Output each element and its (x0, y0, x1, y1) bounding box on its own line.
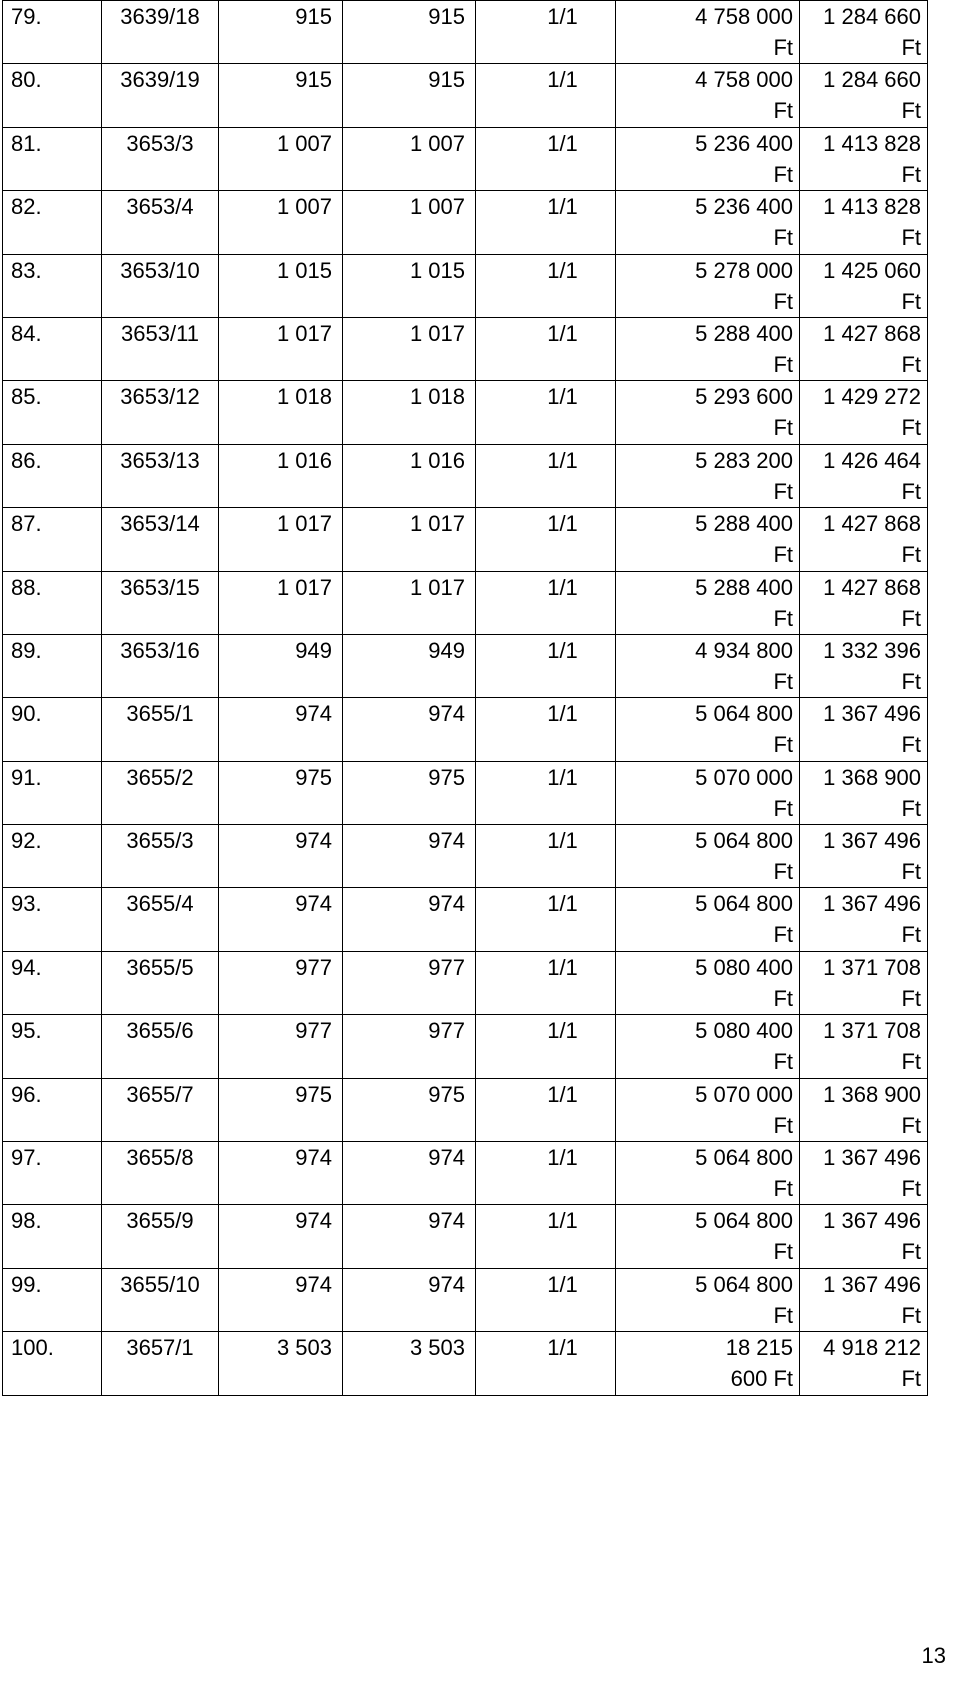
parcel-id-cell: 3653/11 (102, 317, 219, 380)
currency-text: Ft (773, 351, 793, 377)
value-cell (616, 1078, 800, 1141)
share-cell: 1/1 (476, 508, 616, 571)
share-cell: 1/1 (476, 317, 616, 380)
area-cell: 974 (219, 1142, 343, 1205)
amount-text: 5 236 400 (695, 130, 793, 156)
row-number-cell: 86. (3, 444, 102, 507)
parcel-id-cell: 3653/3 (102, 127, 219, 190)
amount-text: 1 427 868 (823, 511, 921, 537)
table-row (3, 508, 928, 571)
row-number-cell: 81. (3, 127, 102, 190)
value-cell (616, 951, 800, 1014)
amount-text: 5 080 400 (695, 954, 793, 980)
parcel-table-body (3, 1, 928, 1396)
share-cell: 1/1 (476, 64, 616, 127)
value-cell (616, 1142, 800, 1205)
amount-text: 1 368 900 (823, 764, 921, 790)
currency-text: Ft (773, 1176, 793, 1202)
currency-text: Ft (773, 795, 793, 821)
value-share-cell (800, 825, 928, 888)
area-cell: 1 015 (343, 254, 476, 317)
value-cell (616, 761, 800, 824)
table-row (3, 1, 928, 64)
currency-text: Ft (773, 35, 793, 60)
table-row (3, 64, 928, 127)
row-number-cell: 87. (3, 508, 102, 571)
table-row (3, 254, 928, 317)
share-cell: 1/1 (476, 698, 616, 761)
table-row (3, 1142, 928, 1205)
area-cell: 974 (219, 1205, 343, 1268)
amount-text: 1 371 708 (823, 1018, 921, 1044)
value-cell (616, 127, 800, 190)
currency-text: Ft (773, 1302, 793, 1328)
table-row (3, 761, 928, 824)
area-cell: 975 (219, 1078, 343, 1141)
currency-text: Ft (901, 668, 921, 694)
value-share-cell (800, 1205, 928, 1268)
area-cell: 1 017 (343, 571, 476, 634)
currency-text: Ft (773, 161, 793, 187)
table-row (3, 1205, 928, 1268)
area-cell: 1 017 (219, 571, 343, 634)
amount-text: 4 934 800 (695, 637, 793, 663)
value-share-cell (800, 444, 928, 507)
row-number-cell: 92. (3, 825, 102, 888)
area-cell: 3 503 (343, 1332, 476, 1395)
table-row (3, 825, 928, 888)
value-cell (616, 571, 800, 634)
share-cell: 1/1 (476, 825, 616, 888)
area-cell: 1 017 (219, 317, 343, 380)
share-cell: 1/1 (476, 761, 616, 824)
parcel-id-cell: 3653/16 (102, 634, 219, 697)
value-share-cell (800, 1078, 928, 1141)
table-row (3, 698, 928, 761)
currency-text: Ft (901, 985, 921, 1011)
currency-text: Ft (901, 35, 921, 60)
parcel-id-cell: 3655/5 (102, 951, 219, 1014)
row-number-cell: 85. (3, 381, 102, 444)
amount-text: 1 425 060 (823, 257, 921, 283)
table-row (3, 317, 928, 380)
row-number-cell: 90. (3, 698, 102, 761)
currency-text: Ft (773, 1049, 793, 1075)
area-cell: 974 (343, 1205, 476, 1268)
parcel-id-cell: 3653/15 (102, 571, 219, 634)
value-cell (616, 1015, 800, 1078)
amount-text: 1 367 496 (823, 701, 921, 727)
parcel-id-cell: 3653/10 (102, 254, 219, 317)
currency-text: Ft (773, 1112, 793, 1138)
amount-text: 5 293 600 (695, 384, 793, 410)
amount-text: 5 064 800 (695, 701, 793, 727)
amount-text: 1 367 496 (823, 891, 921, 917)
currency-text: Ft (901, 1112, 921, 1138)
area-cell: 915 (343, 1, 476, 64)
row-number-cell: 83. (3, 254, 102, 317)
currency-text: Ft (901, 542, 921, 568)
amount-text: 4 758 000 (695, 4, 793, 29)
table-row (3, 1015, 928, 1078)
value-share-cell (800, 1332, 928, 1395)
area-cell: 915 (219, 1, 343, 64)
share-cell: 1/1 (476, 254, 616, 317)
amount-text: 1 413 828 (823, 130, 921, 156)
share-cell: 1/1 (476, 381, 616, 444)
value-share-cell (800, 254, 928, 317)
amount-text: 1 367 496 (823, 1145, 921, 1171)
area-cell: 949 (219, 634, 343, 697)
value-cell (616, 508, 800, 571)
currency-text: Ft (773, 288, 793, 314)
amount-text: 1 284 660 (823, 67, 921, 93)
amount-text: 1 427 868 (823, 320, 921, 346)
area-cell: 949 (343, 634, 476, 697)
currency-text: Ft (773, 542, 793, 568)
parcel-id-cell: 3657/1 (102, 1332, 219, 1395)
value-cell (616, 888, 800, 951)
amount-text: 5 278 000 (695, 257, 793, 283)
share-cell: 1/1 (476, 1078, 616, 1141)
table-row (3, 444, 928, 507)
parcel-id-cell: 3653/12 (102, 381, 219, 444)
table-row (3, 191, 928, 254)
parcel-id-cell: 3655/1 (102, 698, 219, 761)
amount-text: 1 284 660 (823, 4, 921, 29)
amount-text: 5 288 400 (695, 511, 793, 537)
amount-text: 5 064 800 (695, 891, 793, 917)
parcel-table (2, 0, 928, 1396)
area-cell: 1 018 (219, 381, 343, 444)
value-cell (616, 444, 800, 507)
parcel-id-cell: 3655/6 (102, 1015, 219, 1078)
value-share-cell (800, 1, 928, 64)
area-cell: 974 (219, 698, 343, 761)
share-cell: 1/1 (476, 951, 616, 1014)
parcel-id-cell: 3653/4 (102, 191, 219, 254)
value-share-cell (800, 1142, 928, 1205)
currency-text: Ft (901, 1302, 921, 1328)
area-cell: 974 (219, 888, 343, 951)
area-cell: 974 (343, 698, 476, 761)
currency-text: Ft (773, 478, 793, 504)
currency-text: Ft (901, 1239, 921, 1265)
value-cell (616, 1205, 800, 1268)
parcel-id-cell: 3655/10 (102, 1268, 219, 1331)
table-row (3, 1332, 928, 1395)
amount-text: 5 070 000 (695, 764, 793, 790)
share-cell: 1/1 (476, 191, 616, 254)
area-cell: 975 (343, 1078, 476, 1141)
share-cell: 1/1 (476, 1, 616, 64)
area-cell: 1 007 (219, 191, 343, 254)
parcel-id-cell: 3653/14 (102, 508, 219, 571)
value-cell (616, 381, 800, 444)
value-share-cell (800, 761, 928, 824)
area-cell: 974 (219, 1268, 343, 1331)
currency-text: Ft (773, 415, 793, 441)
area-cell: 974 (219, 825, 343, 888)
amount-text: 1 367 496 (823, 828, 921, 854)
parcel-id-cell: 3655/9 (102, 1205, 219, 1268)
area-cell: 1 017 (219, 508, 343, 571)
area-cell: 974 (343, 1142, 476, 1205)
value-share-cell (800, 1268, 928, 1331)
value-cell (616, 1268, 800, 1331)
amount-text: 5 064 800 (695, 1208, 793, 1234)
currency-text: Ft (773, 98, 793, 124)
row-number-cell: 91. (3, 761, 102, 824)
row-number-cell: 97. (3, 1142, 102, 1205)
row-number-cell: 95. (3, 1015, 102, 1078)
amount-text: 5 064 800 (695, 1145, 793, 1171)
area-cell: 1 007 (343, 191, 476, 254)
area-cell: 1 017 (343, 508, 476, 571)
currency-text: Ft (901, 415, 921, 441)
amount-text: 1 413 828 (823, 194, 921, 220)
amount-text: 5 064 800 (695, 1271, 793, 1297)
area-cell: 975 (343, 761, 476, 824)
currency-text: Ft (901, 225, 921, 251)
row-number-cell: 96. (3, 1078, 102, 1141)
row-number-cell: 100. (3, 1332, 102, 1395)
share-cell: 1/1 (476, 1015, 616, 1078)
value-share-cell (800, 127, 928, 190)
currency-text: 600 Ft (730, 1366, 793, 1392)
value-cell (616, 64, 800, 127)
area-cell: 1 016 (219, 444, 343, 507)
area-cell: 974 (343, 825, 476, 888)
share-cell: 1/1 (476, 1332, 616, 1395)
amount-text: 1 367 496 (823, 1208, 921, 1234)
currency-text: Ft (773, 732, 793, 758)
area-cell: 977 (343, 951, 476, 1014)
row-number-cell: 93. (3, 888, 102, 951)
table-row (3, 381, 928, 444)
value-share-cell (800, 508, 928, 571)
table-row (3, 888, 928, 951)
value-share-cell (800, 634, 928, 697)
area-cell: 915 (219, 64, 343, 127)
area-cell: 974 (343, 1268, 476, 1331)
currency-text: Ft (773, 605, 793, 631)
currency-text: Ft (773, 985, 793, 1011)
value-share-cell (800, 888, 928, 951)
currency-text: Ft (901, 478, 921, 504)
parcel-id-cell: 3655/4 (102, 888, 219, 951)
row-number-cell: 94. (3, 951, 102, 1014)
amount-text: 1 368 900 (823, 1081, 921, 1107)
value-share-cell (800, 1015, 928, 1078)
currency-text: Ft (773, 1239, 793, 1265)
share-cell: 1/1 (476, 571, 616, 634)
area-cell: 974 (343, 888, 476, 951)
amount-text: 1 367 496 (823, 1271, 921, 1297)
currency-text: Ft (901, 98, 921, 124)
currency-text: Ft (901, 1176, 921, 1202)
table-row (3, 951, 928, 1014)
amount-text: 5 283 200 (695, 447, 793, 473)
currency-text: Ft (773, 225, 793, 251)
row-number-cell: 82. (3, 191, 102, 254)
value-share-cell (800, 571, 928, 634)
row-number-cell: 84. (3, 317, 102, 380)
area-cell: 915 (343, 64, 476, 127)
area-cell: 977 (343, 1015, 476, 1078)
currency-text: Ft (901, 351, 921, 377)
table-row (3, 1078, 928, 1141)
area-cell: 1 007 (343, 127, 476, 190)
parcel-id-cell: 3653/13 (102, 444, 219, 507)
amount-text: 5 070 000 (695, 1081, 793, 1107)
currency-text: Ft (901, 1366, 921, 1392)
amount-text: 1 429 272 (823, 384, 921, 410)
value-cell (616, 698, 800, 761)
parcel-id-cell: 3639/18 (102, 1, 219, 64)
table-row (3, 1268, 928, 1331)
area-cell: 3 503 (219, 1332, 343, 1395)
currency-text: Ft (901, 922, 921, 948)
amount-text: 5 288 400 (695, 320, 793, 346)
parcel-id-cell: 3655/3 (102, 825, 219, 888)
parcel-id-cell: 3655/2 (102, 761, 219, 824)
amount-text: 1 426 464 (823, 447, 921, 473)
value-share-cell (800, 951, 928, 1014)
share-cell: 1/1 (476, 1142, 616, 1205)
value-share-cell (800, 64, 928, 127)
area-cell: 975 (219, 761, 343, 824)
value-cell (616, 634, 800, 697)
row-number-cell: 88. (3, 571, 102, 634)
amount-text: 1 427 868 (823, 574, 921, 600)
amount-text: 1 332 396 (823, 637, 921, 663)
currency-text: Ft (773, 859, 793, 885)
currency-text: Ft (901, 161, 921, 187)
row-number-cell: 89. (3, 634, 102, 697)
value-cell (616, 825, 800, 888)
row-number-cell: 99. (3, 1268, 102, 1331)
amount-text: 5 080 400 (695, 1018, 793, 1044)
value-share-cell (800, 317, 928, 380)
share-cell: 1/1 (476, 1205, 616, 1268)
share-cell: 1/1 (476, 1268, 616, 1331)
amount-text: 5 236 400 (695, 194, 793, 220)
value-share-cell (800, 191, 928, 254)
share-cell: 1/1 (476, 127, 616, 190)
value-share-cell (800, 381, 928, 444)
value-cell (616, 1332, 800, 1395)
share-cell: 1/1 (476, 634, 616, 697)
value-cell (616, 1, 800, 64)
area-cell: 1 018 (343, 381, 476, 444)
value-cell (616, 191, 800, 254)
share-cell: 1/1 (476, 444, 616, 507)
area-cell: 1 007 (219, 127, 343, 190)
value-share-cell (800, 698, 928, 761)
table-row (3, 127, 928, 190)
amount-text: 18 215 (725, 1335, 793, 1361)
amount-text: 4 758 000 (695, 67, 793, 93)
row-number-cell: 98. (3, 1205, 102, 1268)
currency-text: Ft (773, 668, 793, 694)
value-cell (616, 317, 800, 380)
area-cell: 1 017 (343, 317, 476, 380)
currency-text: Ft (901, 859, 921, 885)
page-number: 13 (921, 1643, 946, 1668)
amount-text: 5 288 400 (695, 574, 793, 600)
area-cell: 1 016 (343, 444, 476, 507)
currency-text: Ft (901, 605, 921, 631)
parcel-id-cell: 3639/19 (102, 64, 219, 127)
row-number-cell: 79. (3, 1, 102, 64)
value-cell (616, 254, 800, 317)
currency-text: Ft (901, 288, 921, 314)
parcel-id-cell: 3655/8 (102, 1142, 219, 1205)
share-cell: 1/1 (476, 888, 616, 951)
amount-text: 1 371 708 (823, 954, 921, 980)
area-cell: 977 (219, 1015, 343, 1078)
amount-text: 5 064 800 (695, 828, 793, 854)
parcel-id-cell: 3655/7 (102, 1078, 219, 1141)
currency-text: Ft (901, 795, 921, 821)
area-cell: 1 015 (219, 254, 343, 317)
row-number-cell: 80. (3, 64, 102, 127)
currency-text: Ft (901, 1049, 921, 1075)
table-row (3, 571, 928, 634)
currency-text: Ft (773, 922, 793, 948)
table-row (3, 634, 928, 697)
amount-text: 4 918 212 (823, 1335, 921, 1361)
area-cell: 977 (219, 951, 343, 1014)
currency-text: Ft (901, 732, 921, 758)
